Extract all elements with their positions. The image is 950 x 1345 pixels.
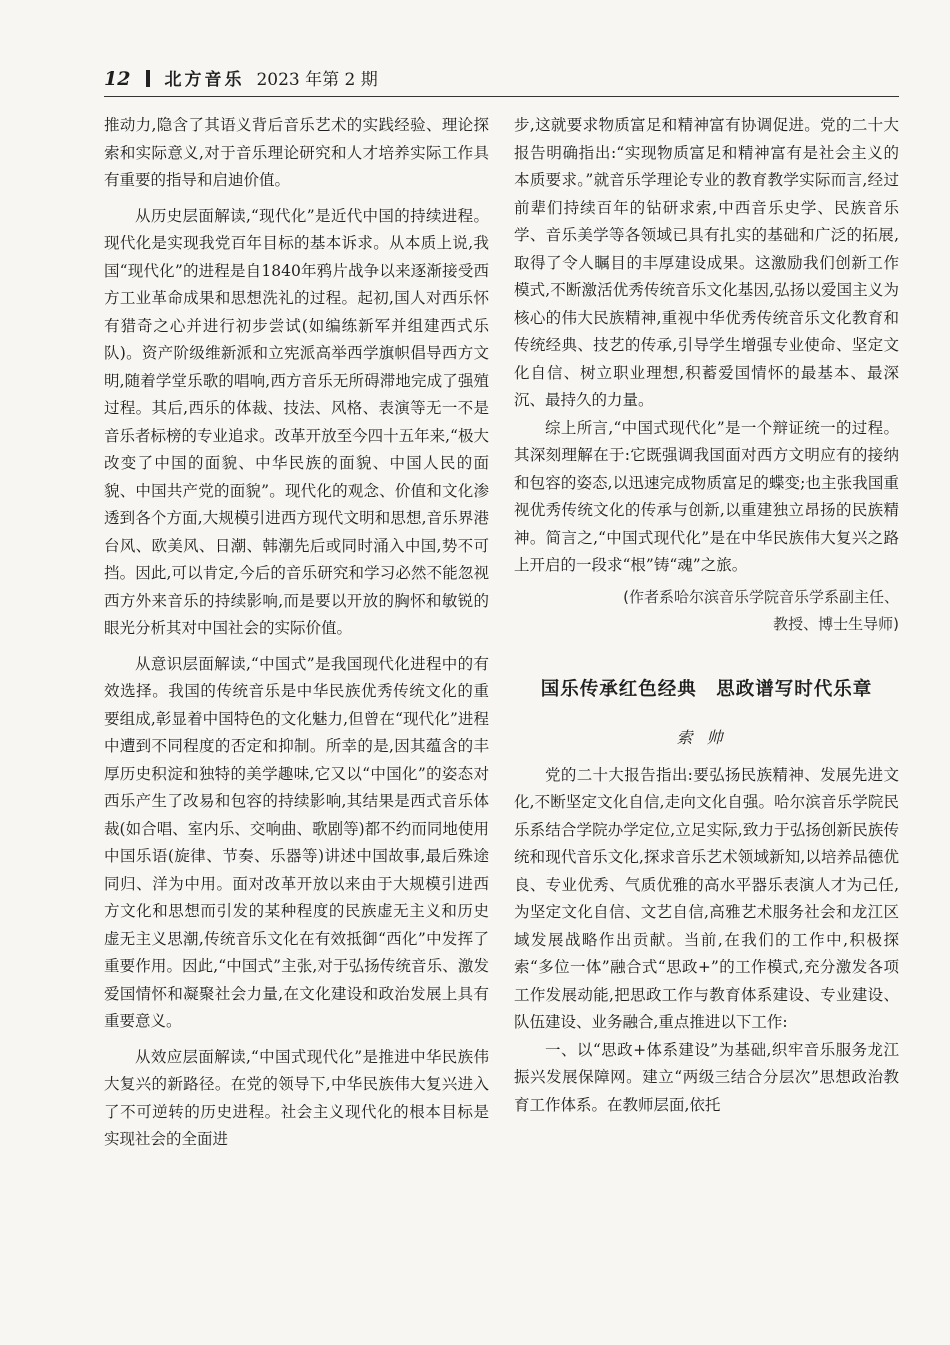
body-paragraph: 从历史层面解读,“现代化”是近代中国的持续进程。现代化是实现我党百年目标的基本诉求。从本质上说,我国“现代化”的进程是自1840年鸦片战争以来逐渐接受西方工业革命成果和思想洗礼的过程。起初,国人对西乐怀有猎奇之心并进行初步尝试(如编练新军并组建西式乐队)。资产阶级维新派和立宪派高举西学旗帜倡导西方文明,随着学堂乐歌的唱响,西方音乐无所碍滞地完成了强殖过程。其后,西乐的体裁、技法、风格、表演等无一不是音乐者标榜的专业追求。改革开放至今四十五年来,“极大改变了中国的面貌、中华民族的面貌、中国人民的面貌、中国共产党的面貌”。现代化的观念、价值和文化渗透到各个方面,大规模引进西方现代文明和思想,音乐界港台风、欧美风、日潮、韩潮先后或同时涌入中国,势不可挡。因此,可以肯定,今后的音乐研究和学习必然不能忽视西方外来音乐的持续影响,而是要以开放的胸怀和敏锐的眼光分析其对中国社会的实际价值。 [104, 206, 489, 637]
body-paragraph: 一、以“思政+体系建设”为基础,织牢音乐服务龙江振兴发展保障网。建立“两级三结合分层次”思想政治教育工作体系。在教师层面,依托 [514, 1040, 899, 1114]
journal-issue: 2023 年第 2 期 [256, 70, 378, 90]
author-note-line1: (作者系哈尔滨音乐学院音乐学系副主任、 [623, 587, 899, 606]
article-author: 索帅 [676, 727, 737, 747]
body-paragraph: 从意识层面解读,“中国式”是我国现代化进程中的有效选择。我国的传统音乐是中华民族优秀传统文化的重要组成,彰显着中国特色的文化魅力,但曾在“现代化”进程中遭到不同程度的否定和抑制。所幸的是,因其蕴含的丰厚历史积淀和独特的美学趣味,它又以“中国化”的姿态对西乐产生了改易和包容的持续影响,其结果是西式音乐体裁(如合唱、室内乐、交响曲、歌剧等)都不约而同地使用中国乐语(旋律、节奏、乐器等)讲述中国故事,最后殊途同归、洋为中用。面对改革开放以来由于大规模引进西方文化和思想而引发的某种程度的民族虚无主义和历史虚无主义思潮,传统音乐文化在有效抵御“西化”中发挥了重要作用。因此,“中国式”主张,对于弘扬传统音乐、激发爱国情怀和凝聚社会力量,在文化建设和政治发展上具有重要意义。 [104, 654, 489, 1030]
page-header [104, 66, 899, 97]
journal-name: 北方音乐 [164, 70, 245, 90]
author-note [514, 584, 899, 638]
body-paragraph: 步,这就要求物质富足和精神富有协调促进。党的二十大报告明确指出:“实现物质富足和精神富有是社会主义的本质要求。”就音乐学理论专业的教育教学实际而言,经过前辈们持续百年的钻研求索,中西音乐史学、民族音乐学、音乐美学等各领域已具有扎实的基础和广泛的拓展,取得了令人瞩目的丰厚建设成果。这激励我们创新工作模式,不断激活优秀传统音乐文化基因,弘扬以爱国主义为核心的伟大民族精神,重视中华优秀传统音乐文化教育和传统经典、技艺的传承,引导学生增强专业使命、坚定文化自信、树立职业理想,积蓄爱国情怀的最基本、最深沉、最持久的力量。 [514, 116, 899, 409]
header-divider [146, 70, 150, 87]
page-number: 12 [104, 68, 131, 90]
body-paragraph: 综上所言,“中国式现代化”是一个辩证统一的过程。其深刻理解在于:它既强调我国面对西方文明应有的接纳和包容的姿态,以迅速完成物质富足的蝶变;也主张我国重视优秀传统文化的传承与创新,以重建独立昂扬的民族精神。简言之,“中国式现代化”是在中华民族伟大复兴之路上开启的一段求“根”铸“魂”之旅。 [514, 418, 899, 574]
author-note-line2: 教授、博士生导师) [773, 614, 899, 633]
right-column [514, 112, 899, 1119]
left-column [104, 112, 489, 1154]
body-paragraph: 从效应层面解读,“中国式现代化”是推进中华民族伟大复兴的新路径。在党的领导下,中华民族伟大复兴进入了不可逆转的历史进程。社会主义现代化的根本目标是实现社会的全面进 [104, 1047, 489, 1148]
body-paragraph: 党的二十大报告指出:要弘扬民族精神、发展先进文化,不断坚定文化自信,走向文化自强。哈尔滨音乐学院民乐系结合学院办学定位,立足实际,致力于弘扬创新民族传统和现代音乐文化,探求音乐艺术领域新知,以培养品德优良、专业优秀、气质优雅的高水平器乐表演人才为己任,为坚定文化自信、文艺自信,高雅艺术服务社会和龙江区域发展战略作出贡献。当前,在我们的工作中,积极探索“多位一体”融合式“思政+”的工作模式,充分激发各项工作发展动能,把思政工作与教育体系建设、专业建设、队伍建设、业务融合,重点推进以下工作: [514, 765, 899, 1031]
article-title: 国乐传承红色经典 思政谱写时代乐章 [540, 678, 873, 700]
body-paragraph: 推动力,隐含了其语义背后音乐艺术的实践经验、理论探索和实际意义,对于音乐理论研究和人才培养实际工作具有重要的指导和启迪价值。 [104, 116, 489, 189]
